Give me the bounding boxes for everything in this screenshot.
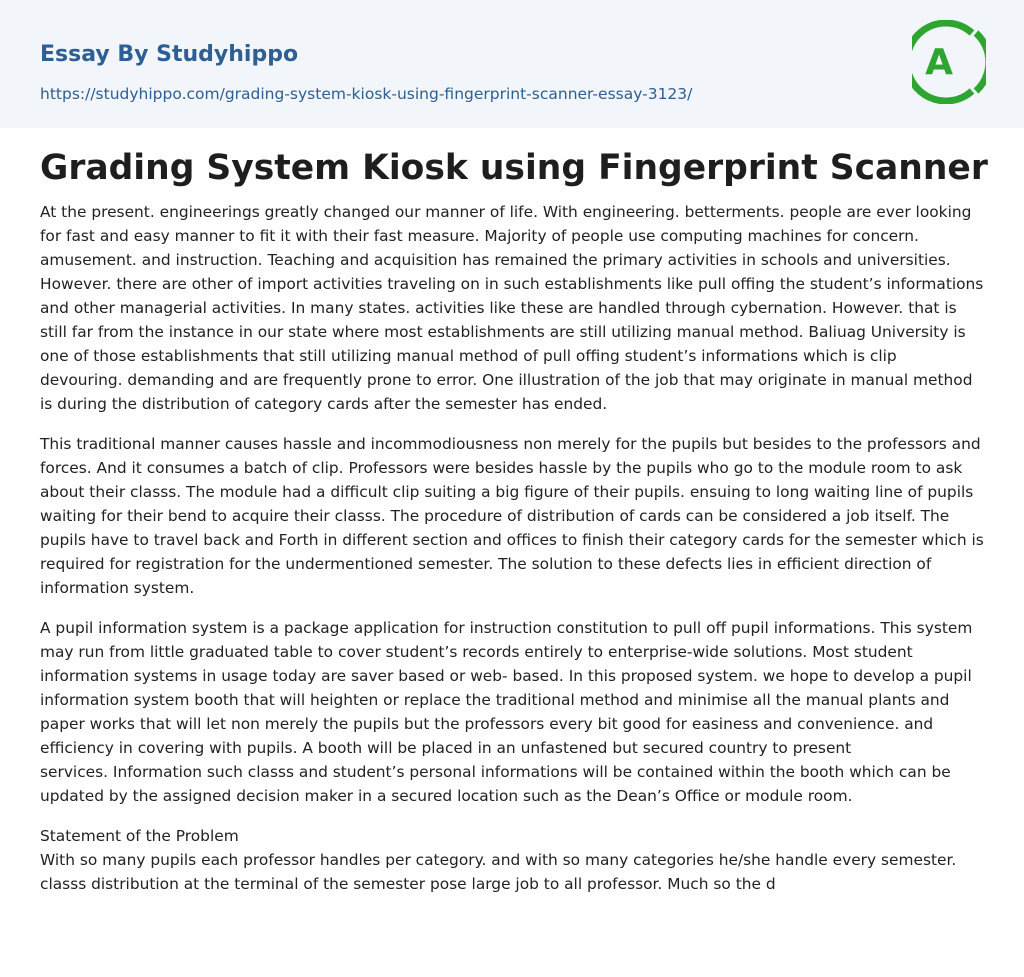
section-heading: Statement of the Problem: [40, 827, 239, 845]
brand-title[interactable]: Essay By Studyhippo: [40, 42, 299, 67]
essay-paragraph-2: This traditional manner causes hassle and incommodiousness non merely for the pupils but besides to the professors and forces. And it consumes a batch of clip. Professors were besides hassle by the pupils who go to the module room to ask about their classs. The module had a difficult clip suiting a big figure of their pupils. ensuing to long waiting line of pupils waiting for their bend to acquire their classs. The procedure of distribution of cards can be considered a job itself. The pupils have to travel back and Forth in different section and offices to finish their category cards for the semester which is required for registration for the undermentioned semester. The solution to these defects lies in efficient direction of information system.: [40, 435, 984, 597]
essay-content: [40, 146, 988, 912]
essay-paragraph-1: At the present. engineerings greatly changed our manner of life. With engineering. betterments. people are ever looking for fast and easy manner to fit it with their fast measure. Majority of people use computing machines for concern. amusement. and instruction. Teaching and acquisition has remained the primary activities in schools and universities. However. there are other of import activities traveling on in such establishments like pull offing the student’s informations and other managerial activities. In many states. activities like these are handled through cybernation. However. that is still far from the instance in our state where most establishments are still utilizing manual method. Baliuag University is one of those establishments that still utilizing manual method of pull offing student’s informations which is clip devouring. demanding and are frequently prone to error. One illustration of the job that may originate in manual method is during the distribution of category cards after the semester has ended.: [40, 203, 984, 413]
essay-paragraph-3: A pupil information system is a package application for instruction constitution to pull off pupil informations. This system may run from little graduated table to cover student’s records entirely to enterprise-wide solutions. Most student information systems in usage today are saver based or web- based. In this proposed system. we hope to develop a pupil information system booth that will heighten or replace the traditional method and minimise all the manual plants and paper works that will let non merely the pupils but the professors every bit good for easiness and convenience. and efficiency in covering with pupils. A booth will be placed in an unfastened but secured country to present: [40, 619, 973, 757]
studyhippo-logo-icon[interactable]: [912, 20, 986, 104]
site-header: [0, 0, 1024, 128]
essay-paragraph-4: services. Information such classs and student’s personal informations will be contained within the booth which can be updated by the assigned decision maker in a secured location such as the Dean’s Office or module room.: [40, 763, 951, 805]
source-url-link[interactable]: https://studyhippo.com/grading-system-kiosk-using-fingerprint-scanner-essay-3123/: [40, 85, 693, 103]
section-paragraph: With so many pupils each professor handles per category. and with so many categories he/she handle every semester. classs distribution at the terminal of the semester pose large job to all professor. Much so the d: [40, 851, 957, 893]
essay-title: Grading System Kiosk using Fingerprint Scanner: [40, 148, 988, 188]
logo-letter: A: [925, 42, 953, 83]
